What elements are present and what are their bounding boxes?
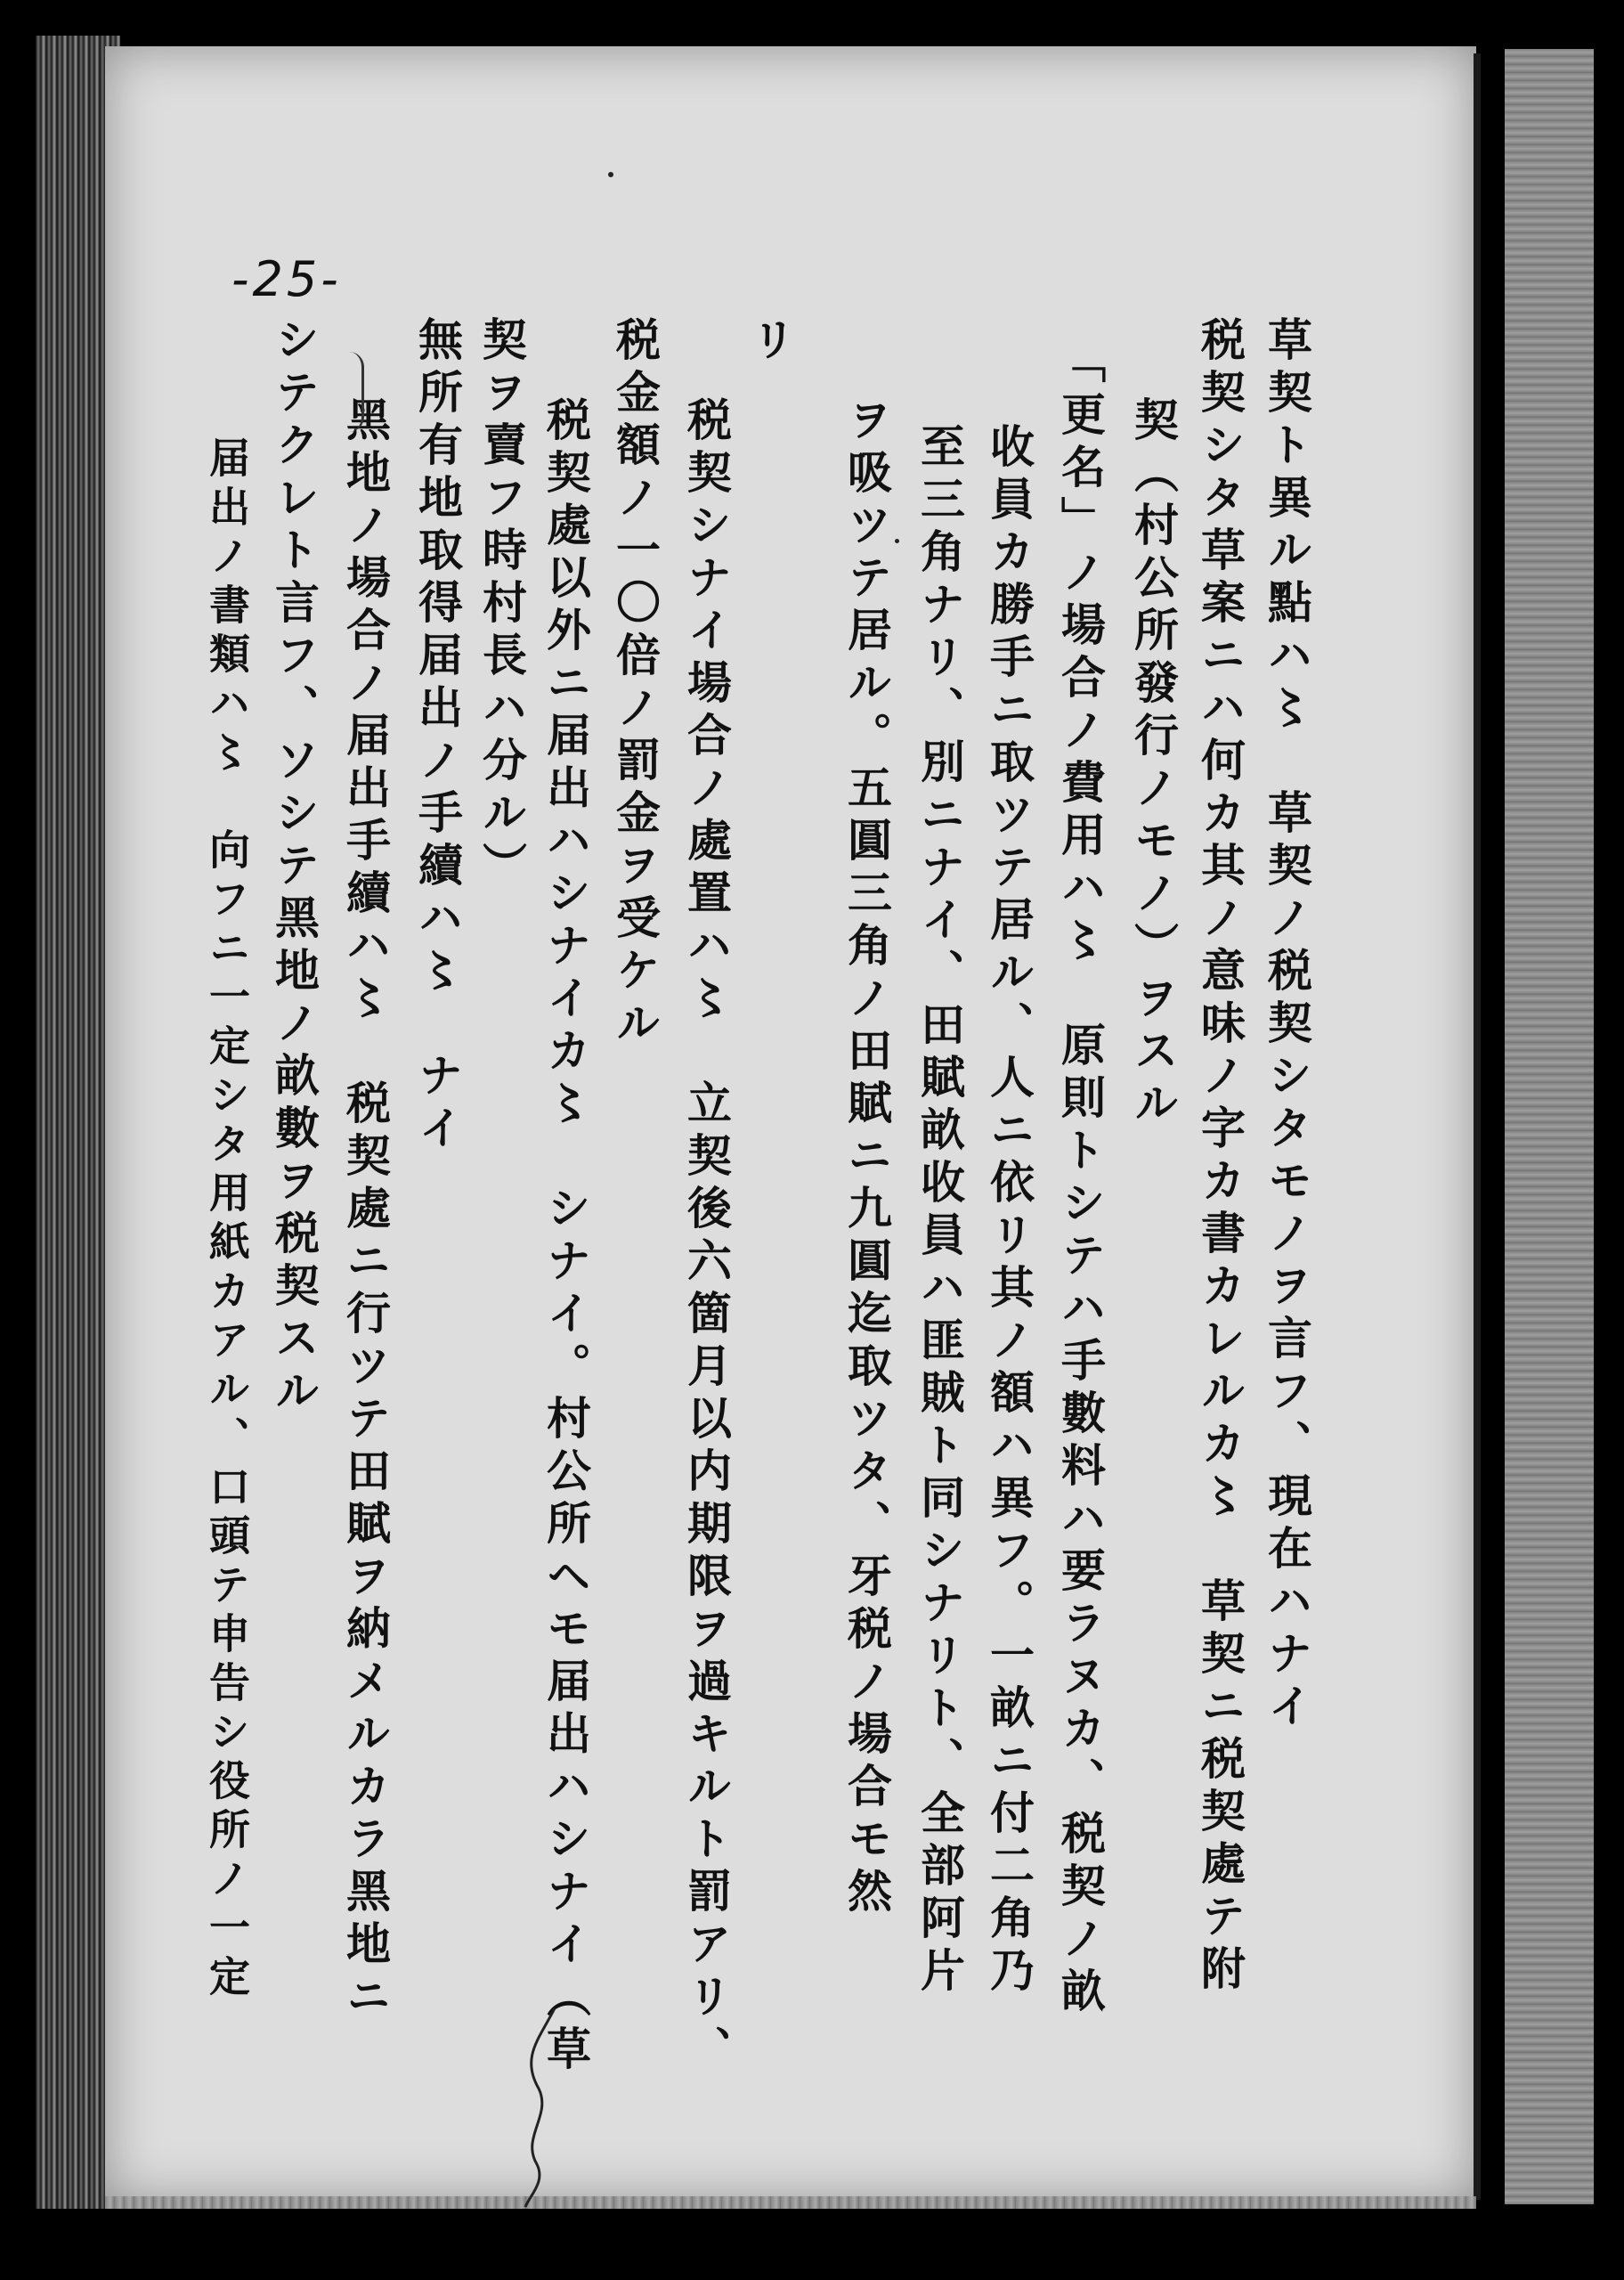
text-column-3: 契（村公所發行ノモノ）ヲスル (1127, 396, 1180, 1132)
text-column-8: リ (744, 316, 797, 369)
handwritten-squiggle (512, 2004, 565, 2209)
text-column-12: 契ヲ賣フ時村長ハ分ル） (475, 316, 528, 894)
text-column-16: 届出ノ書類ハ〻 向フニ一定シタ用紙カアル、口頭テ申告シ役所ノ一定 (203, 436, 251, 2004)
text-column-15: シテクレト言フ、ソシテ黑地ノ畝數ヲ税契スル (268, 316, 321, 1420)
text-column-11: 税契處以外ニ届出ハシナイカ〻 シナイ。村公所ヘモ届出ハシナイ（草 (540, 396, 592, 2078)
text-column-6: 至三角ナリ、別ニナイ、田賦畝收員ハ匪賊ト同シナリト、全部阿片 (914, 423, 966, 1999)
text-column-9: 税契シナイ場合ノ處置ハ〻 立契後六箇月以内期限ヲ過キルト罰アリ、 (680, 396, 733, 2078)
page-fold-shadow (1474, 53, 1481, 2200)
text-column-1: 草契ト異ル點ハ〻 草契ノ税契シタモノヲ言フ、現在ハナイ (1261, 316, 1313, 1735)
text-column-10: 税金額ノ一〇倍ノ罰金ヲ受ケル (609, 316, 662, 1052)
text-column-7: ヲ吸ツテ居ル。五圓三角ノ田賦ニ九圓迄取ツタ、牙税ノ場合モ然 (840, 396, 893, 1920)
text-column-2: 税契シタ草案ニハ何カ其ノ意味ノ字カ書カレルカ〻 草契ニ税契處テ附 (1194, 316, 1246, 1998)
text-column-4: 「更名」ノ場合ノ費用ハ〻 原則トシテハ手數料ハ要ラヌカ、税契ノ畝 (1054, 338, 1107, 2020)
text-column-5: 收員カ勝手ニ取ツテ居ル、人ニ依リ其ノ額ハ異フ。一畝ニ付二角乃 (983, 423, 1035, 1999)
scan-speck (895, 539, 899, 543)
margin-bracket-mark (349, 352, 364, 432)
scan-speck (608, 172, 613, 177)
page-number: -25- (231, 251, 342, 307)
text-column-13: 無所有地取得届出ノ手續ハ〻 ナイ (411, 316, 464, 1157)
facing-page-edge (1505, 49, 1594, 2204)
page-bottom-edge (105, 2196, 1476, 2209)
text-column-14: 黑地ノ場合ノ届出手續ハ〻 税契處ニ行ツテ田賦ヲ納メルカラ黑地ニ (339, 396, 392, 2025)
